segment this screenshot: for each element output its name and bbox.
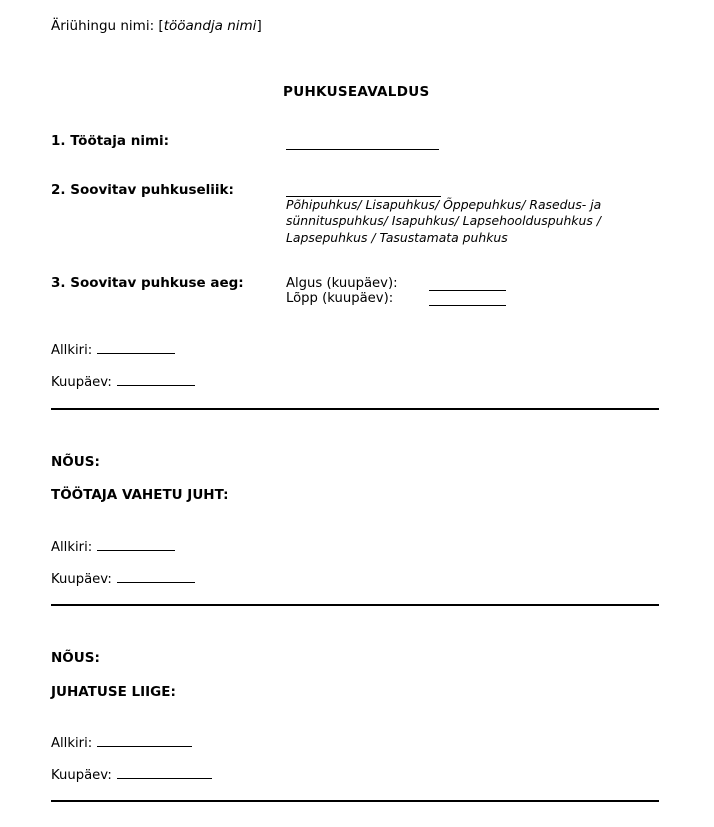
section-divider-3 — [51, 800, 659, 802]
document-title: PUHKUSEAVALDUS — [283, 84, 430, 100]
board-signature-fill-line[interactable] — [97, 735, 192, 747]
applicant-date-row — [51, 374, 195, 390]
board-signature-row — [51, 735, 192, 751]
leave-type-options: Põhipuhkus/ Lisapuhkus/ Õppepuhkus/ Rasedus- ja sünnituspuhkus/ Isapuhkus/ Lapsehoolduspuhkus / Lapsepuhkus / Tasustamata puhkus — [286, 197, 602, 245]
board-signature-label: Allkiri: — [51, 736, 93, 751]
board-date-row — [51, 767, 212, 783]
manager-signature-fill-line[interactable] — [97, 539, 175, 551]
board-consent-label: NÕUS: — [51, 650, 100, 666]
section-divider-2 — [51, 604, 659, 606]
manager-date-row — [51, 571, 195, 587]
company-name-line — [51, 20, 262, 34]
manager-role-label: TÖÖTAJA VAHETU JUHT: — [51, 487, 229, 503]
applicant-signature-fill-line[interactable] — [97, 342, 175, 354]
board-date-fill-line[interactable] — [117, 767, 212, 779]
applicant-date-fill-line[interactable] — [117, 374, 195, 386]
board-role-label: JUHATUSE LIIGE: — [51, 684, 176, 700]
company-name-bracket-close: ] — [256, 18, 262, 34]
manager-date-fill-line[interactable] — [117, 571, 195, 583]
leave-end-label: Lõpp (kuupäev): — [286, 291, 394, 306]
leave-start-label: Algus (kuupäev): — [286, 276, 398, 291]
leave-start-fill-line[interactable] — [429, 290, 506, 291]
company-name-label: Äriühingu nimi: — [51, 18, 159, 34]
section-1-label: 1. Töötaja nimi: — [51, 133, 170, 149]
company-name-bracket-open: [ — [158, 18, 164, 34]
leave-end-fill-line[interactable] — [429, 305, 506, 306]
section-2-label: 2. Soovitav puhkuseliik: — [51, 182, 234, 198]
company-name-placeholder: tööandja nimi — [163, 18, 257, 34]
applicant-date-label: Kuupäev: — [51, 375, 112, 390]
applicant-signature-row — [51, 342, 175, 358]
manager-signature-row — [51, 539, 175, 555]
board-date-label: Kuupäev: — [51, 768, 112, 783]
section-3-label: 3. Soovitav puhkuse aeg: — [51, 275, 244, 291]
manager-consent-label: NÕUS: — [51, 454, 100, 470]
manager-date-label: Kuupäev: — [51, 572, 112, 587]
section-divider-1 — [51, 408, 659, 410]
manager-signature-label: Allkiri: — [51, 540, 93, 555]
applicant-signature-label: Allkiri: — [51, 343, 93, 358]
employee-name-fill-line[interactable] — [286, 149, 439, 150]
